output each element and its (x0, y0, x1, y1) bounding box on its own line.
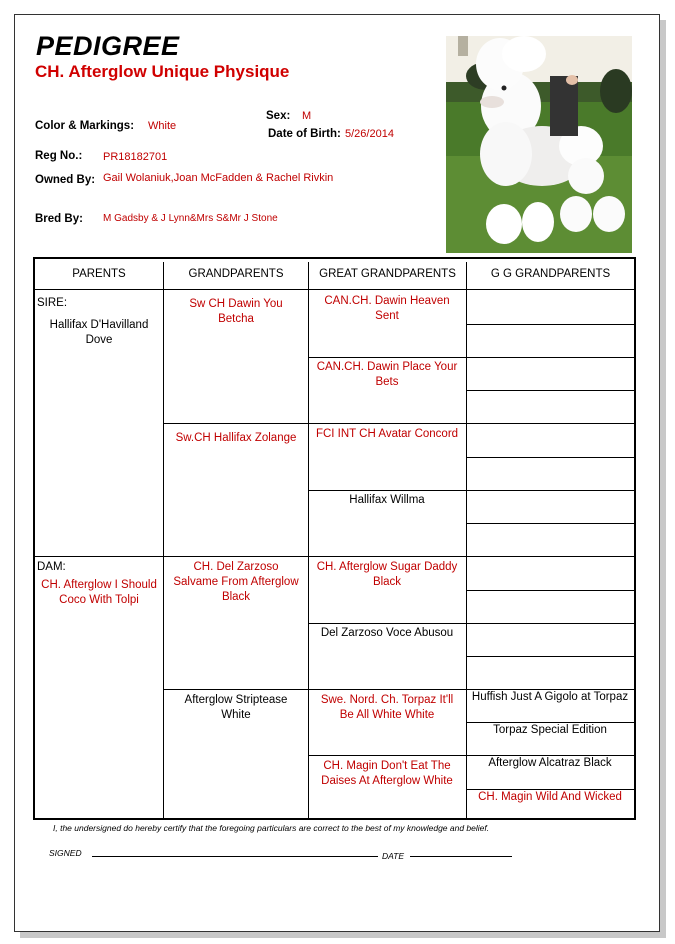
great-grandparent-6: Del Zarzoso Voce Abusou (320, 627, 454, 639)
ggp-divider-1 (309, 357, 634, 358)
dam-label: DAM: (37, 561, 66, 573)
gg-grandparent-16: CH. Magin Wild And Wicked (478, 791, 622, 803)
grandparent-4: Afterglow Striptease White (184, 694, 288, 721)
dob-value: 5/26/2014 (345, 128, 394, 140)
reg-value: PR18182701 (103, 151, 168, 163)
great-grandparent-7: Swe. Nord. Ch. Torpaz It'll Be All White White (320, 694, 454, 721)
owned-value: Gail Wolaniuk,Joan McFadden & Rachel Rivkin (103, 172, 334, 184)
sex-value: M (302, 110, 312, 122)
dog-name: CH. Afterglow Unique Physique (35, 62, 290, 81)
col-divider-1 (163, 262, 164, 818)
owned-label: Owned By: (35, 174, 96, 186)
col-header-gg-grandparents: G G GRANDPARENTS (490, 268, 611, 280)
bred-label: Bred By: (35, 213, 83, 225)
grandparent-1: Sw CH Dawin You Betcha (189, 298, 283, 325)
sire-label: SIRE: (37, 297, 68, 309)
col-divider-3 (466, 262, 467, 818)
gggp-divider-3 (467, 457, 634, 458)
col-header-great-grandparents: GREAT GRANDPARENTS (319, 268, 456, 280)
col-header-grandparents: GRANDPARENTS (188, 268, 284, 280)
ggp-divider-2 (309, 490, 634, 491)
color-value: White (148, 120, 177, 132)
grandparent-2: Sw.CH Hallifax Zolange (175, 432, 297, 444)
date-line[interactable] (410, 856, 512, 857)
great-grandparent-3: FCI INT CH Avatar Concord (315, 428, 459, 440)
bred-value: M Gadsby & J Lynn&Mrs S&Mr J Stone (103, 213, 278, 224)
grandparent-3: CH. Del Zarzoso Salvame From Afterglow Black (173, 561, 299, 603)
signature-line[interactable] (92, 856, 378, 857)
great-grandparent-1: CAN.CH. Dawin Heaven Sent (324, 295, 450, 322)
ggp-divider-3 (309, 623, 634, 624)
gp-divider-1 (164, 423, 634, 424)
date-label: DATE (382, 851, 405, 861)
dog-photo (446, 36, 632, 253)
page-title: PEDIGREE (36, 31, 180, 61)
dob-label: Date of Birth: (268, 128, 341, 140)
col-header-parents: PARENTS (72, 268, 126, 280)
signed-label: SIGNED (49, 848, 82, 858)
gg-grandparent-14: Torpaz Special Edition (493, 724, 607, 736)
gggp-divider-6 (467, 656, 634, 657)
dam-name: CH. Afterglow I Should Coco With Tolpi (41, 579, 157, 606)
great-grandparent-4: Hallifax Willma (349, 494, 425, 506)
color-label: Color & Markings: (35, 120, 135, 132)
gggp-divider-2 (467, 390, 634, 391)
great-grandparent-2: CAN.CH. Dawin Place Your Bets (316, 361, 458, 388)
gggp-divider-5 (467, 590, 634, 591)
col-divider-2 (308, 262, 309, 818)
gg-grandparent-13: Huffish Just A Gigolo at Torpaz (471, 691, 629, 703)
sex-label: Sex: (266, 110, 291, 122)
header-divider (35, 289, 634, 290)
sire-dam-divider (35, 556, 634, 557)
certification-text: I, the undersigned do hereby certify that the foregoing particulars are correct to the best of my knowledge and belief. (53, 823, 490, 833)
sire-name: Hallifax D'Havilland Dove (49, 319, 149, 346)
gggp-divider-4 (467, 523, 634, 524)
great-grandparent-5: CH. Afterglow Sugar Daddy Black (316, 561, 458, 588)
gggp-divider-1 (467, 324, 634, 325)
gg-grandparent-15: Afterglow Alcatraz Black (488, 757, 612, 769)
poodle-photo-illustration (446, 36, 632, 253)
reg-label: Reg No.: (35, 150, 83, 162)
great-grandparent-8: CH. Magin Don't Eat The Daises At Afterglow White (321, 760, 453, 787)
